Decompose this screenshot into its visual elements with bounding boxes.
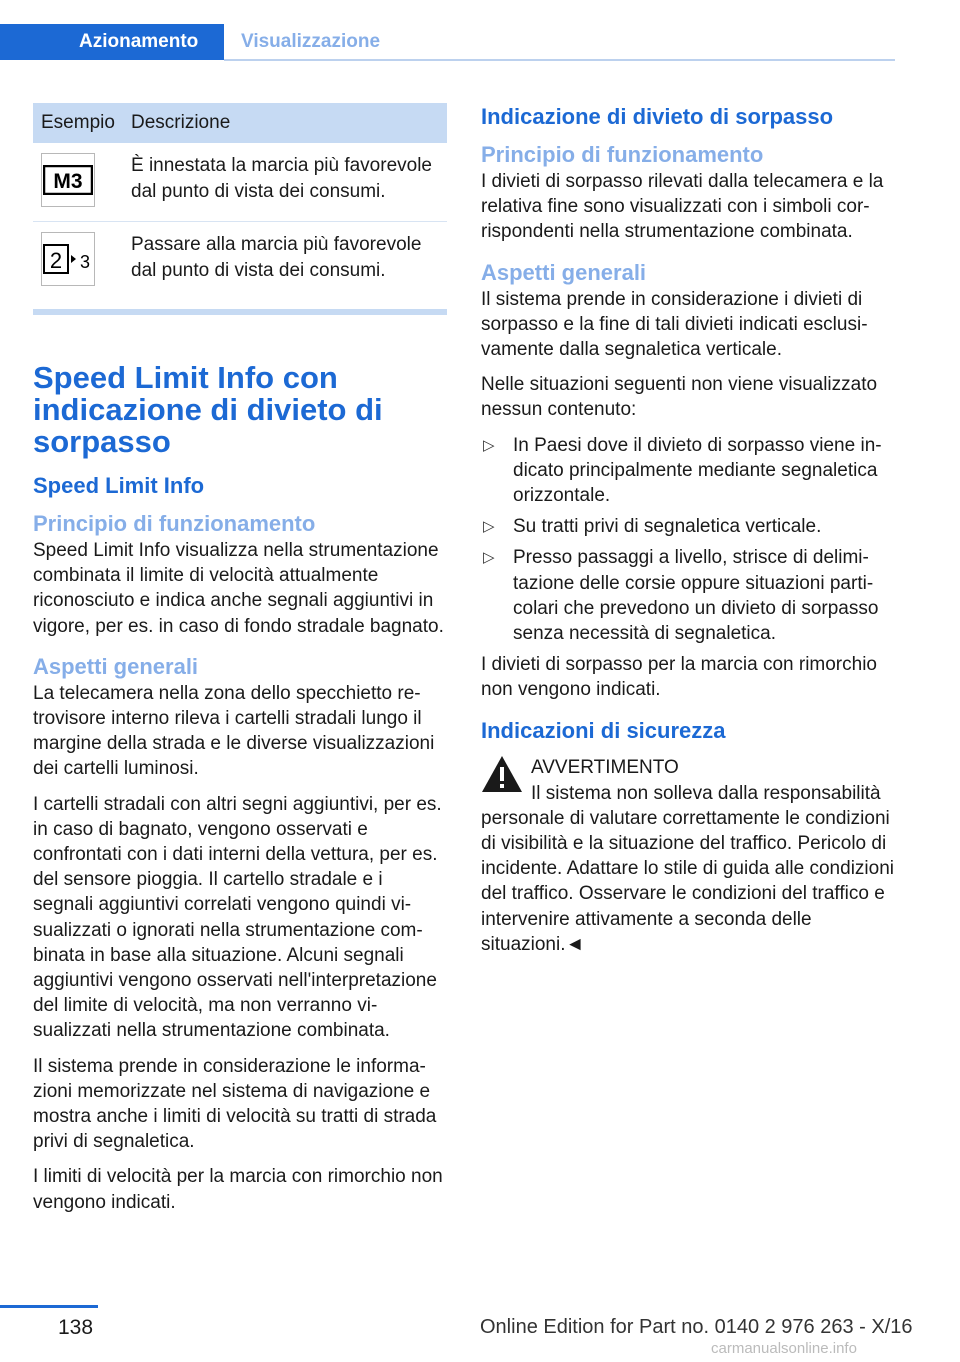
paragraph: I divieti di sorpasso per la marcia con rimorchio non vengono indicati.: [481, 654, 877, 701]
left-column: [33, 103, 447, 1215]
chapter-header: [0, 24, 895, 62]
tab-azionamento[interactable]: Azionamento: [0, 24, 224, 60]
warning-triangle-icon: [481, 755, 523, 793]
table-header-example: Esempio: [33, 103, 131, 143]
table-end-rule: [33, 309, 447, 315]
subheading-general: Aspetti generali: [481, 259, 647, 285]
gear-m3-icon: [41, 153, 95, 207]
list-item: ▷ In Paesi dove il divieto di sorpasso viene indicato principalmente mediante segnaletica orizzontale.: [483, 434, 882, 507]
footer-rule: [0, 1305, 98, 1308]
subheading-principle: Principio di funzionamento: [481, 142, 764, 167]
right-column: [481, 103, 897, 957]
table-cell-description: È innestata la marcia più favorevole dal punto di vista dei consumi.: [131, 143, 447, 221]
tab-visualizzazione[interactable]: Visualizzazione: [241, 31, 381, 52]
paragraph: I divieti di sorpasso rilevati dalla telecamera e la relativa fine sono visualizzati con i simboli corrispondenti nella strumentazione combinata.: [481, 171, 884, 243]
warning-label: AVVERTIMENTO: [531, 756, 679, 778]
paragraph: I cartelli stradali con altri segni aggiuntivi, per es. in caso di bagnato, vengono osservati e confrontati con i dati interni della vettura, per es. del sensore pioggia. Il cartello stradale e i segnali aggiuntivi correlati vengono quindi visualizzati o ignorati nella strumentazione combinata in base alla situazione. Alcuni segnali aggiuntivi vengono osservati nell'interpretazione del limite di velocità, ma non verranno visualizzati nella strumentazione combinata.: [33, 793, 442, 1042]
svg-text:2: 2: [49, 247, 63, 273]
section-heading-no-overtaking: Indicazione di divieto di sorpasso: [481, 104, 834, 129]
table-header-description: Descrizione: [131, 103, 447, 143]
warning-text-first: Il sistema non solleva dalla responsabilità: [531, 782, 881, 804]
table-row: [33, 221, 447, 299]
subheading-general: Aspetti generali: [33, 653, 199, 679]
paragraph: Nelle situazioni seguenti non viene visualizzato nessun contenuto:: [481, 374, 878, 421]
paragraph: I limiti di velocità per la marcia con rimorchio non vengono indicati.: [33, 1166, 443, 1213]
table-row: [33, 143, 447, 221]
bullet-list: [481, 433, 897, 647]
paragraph: La telecamera nella zona dello specchietto retrovisore interno rileva i cartelli stradali lungo il margine della strada e le diverse visualizzazioni dei cartelli luminosi.: [33, 682, 435, 780]
example-table: [33, 103, 447, 299]
list-item: ▷ Presso passaggi a livello, strisce di delimitazione delle corsie oppure situazioni particolari che prevedono un divieto di sorpasso senza necessità di segnaletica.: [483, 547, 879, 645]
subheading-principle: Principio di funzionamento: [33, 511, 316, 536]
header-rule: [224, 59, 895, 61]
warning-text: personale di valutare correttamente le condizioni di visibilità e la situazione del traffico. Pericolo di incidente. Adattare lo stile di guida alle condizioni del traffico. Osservare le condizioni del traffico e intervenire attivamente a seconda delle situazioni.◄: [481, 807, 894, 955]
bullet-arrow-icon: ▷: [483, 518, 495, 536]
paragraph: Il sistema prende in considerazione i divieti di sorpasso e la fine di tali divieti indicati esclusivamente dalla segnaletica verticale.: [481, 288, 868, 361]
section-heading-speed-limit-info: Speed Limit Info: [33, 473, 205, 498]
svg-text:3: 3: [79, 251, 91, 272]
bullet-arrow-icon: ▷: [483, 436, 495, 454]
table-cell-description: Passare alla marcia più favorevole dal punto di vista dei consumi.: [131, 233, 422, 281]
list-item: ▷ Su tratti privi di segnaletica verticale.: [481, 514, 897, 539]
svg-text:M3: M3: [53, 170, 83, 193]
section-heading-safety: Indicazioni di sicurezza: [481, 717, 726, 743]
paragraph: Speed Limit Info visualizza nella strumentazione combinata il limite di velocità attualmente riconosciuto e indica anche segnali aggiuntivi in vigore, per es. in caso di fondo stradale bagnato.: [33, 540, 444, 637]
edition-text: Online Edition for Part no. 0140 2 976 263 - X/16: [480, 1316, 913, 1338]
bullet-arrow-icon: ▷: [483, 549, 495, 567]
page-number: 138: [58, 1316, 94, 1339]
page-title: Speed Limit Info con indicazione di divieto di sorpasso: [33, 360, 383, 459]
warning-block: [481, 755, 897, 957]
paragraph: Il sistema prende in considerazione le informazioni memorizzate nel sistema di navigazione e mostra anche i limiti di velocità su tratti di strada privi di segnaletica.: [33, 1055, 437, 1153]
watermark: carmanualsonline.info: [711, 1340, 857, 1357]
gear-shift-2-to-3-icon: [41, 232, 95, 286]
